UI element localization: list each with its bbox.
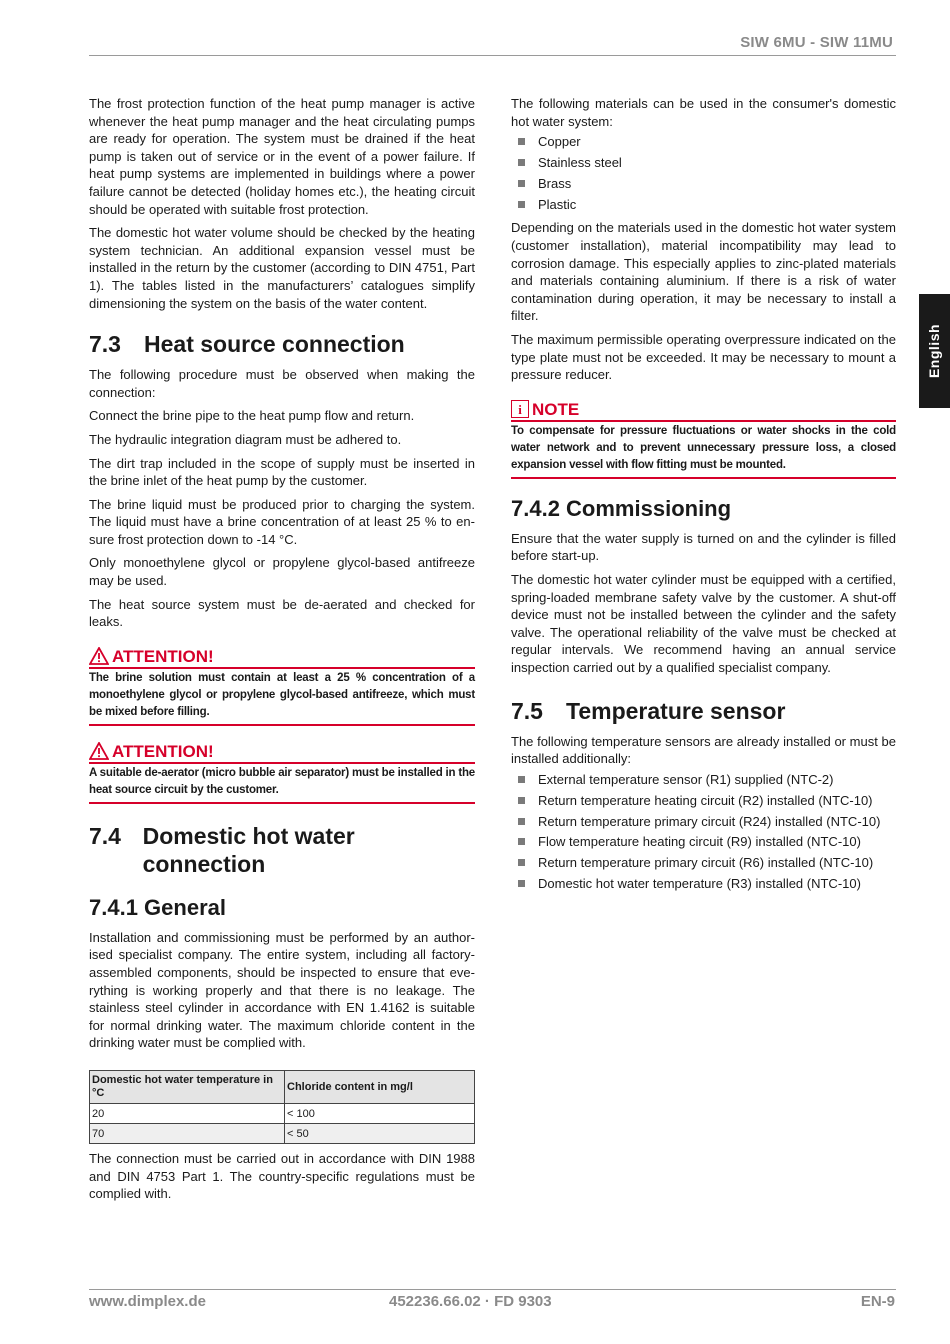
list-item-text: Copper bbox=[538, 134, 581, 150]
bullet-icon bbox=[518, 138, 525, 145]
list-item-text: External temperature sensor (R1) supplied (NTC-2) bbox=[538, 771, 834, 787]
list-item bbox=[511, 875, 896, 893]
note-header bbox=[511, 400, 896, 422]
section-heading-7-4-2: 7.4.2 Commissioning bbox=[511, 495, 732, 521]
section-heading-7-3 bbox=[89, 330, 475, 358]
paragraph: The brine liquid must be produced prior to charging the system. The liquid must have a brine concentration of at least 25 % to ensure frost protection down to -14 °C. bbox=[89, 496, 475, 547]
bullet-icon bbox=[518, 797, 525, 804]
paragraph: The hydraulic integration diagram must be adhered to. bbox=[89, 431, 402, 447]
section-heading-7-5 bbox=[511, 697, 896, 725]
paragraph-din: The connection must be carried out in accordance with DIN 1988 and DIN 4753 Part 1. The country-specific regulations must be complied with. bbox=[89, 1151, 475, 1202]
list-item bbox=[511, 813, 896, 831]
table-cell: < 50 bbox=[285, 1124, 475, 1144]
table-header-cell: Chloride content in mg/l bbox=[285, 1071, 475, 1104]
section-title: Heat source connection bbox=[144, 331, 405, 358]
attention-text: A suitable de-aerator (micro bubble air separator) must be installed in the heat source circuit by the customer. bbox=[89, 764, 475, 804]
list-item bbox=[511, 175, 896, 193]
chloride-table bbox=[89, 1070, 475, 1144]
bullet-icon bbox=[518, 180, 525, 187]
warning-icon bbox=[89, 647, 109, 665]
paragraph-corrosion: Depending on the materials used in the domestic hot water system (customer installation), material incompatibility may lead to corrosion damage. This especially applies to zinc-plated materials and materials containing aluminium. If there is a risk of water contamination during operation, it may be necessary to install a filter. bbox=[511, 220, 896, 324]
header-title: SIW 6MU - SIW 11MU bbox=[740, 34, 893, 51]
bullet-icon bbox=[518, 201, 525, 208]
footer-doc-number: 452236.66.02 · FD 9303 bbox=[389, 1293, 552, 1310]
note-title: NOTE bbox=[532, 399, 580, 419]
table-header-cell: Domestic hot water temperature in °C bbox=[90, 1071, 285, 1104]
section-number: 7.5 bbox=[511, 697, 543, 724]
table-cell: 20 bbox=[90, 1104, 285, 1124]
table-header-row bbox=[90, 1071, 475, 1104]
section-number: 7.3 bbox=[89, 331, 121, 358]
section-title: Temperature sensor bbox=[566, 697, 786, 724]
right-column bbox=[511, 95, 896, 899]
bullet-icon bbox=[518, 776, 525, 783]
paragraph: Ensure that the water supply is turned on and the cylinder is filled before start-up. bbox=[511, 530, 896, 564]
paragraph: The following procedure must be observed when making the connection: bbox=[89, 367, 475, 400]
list-item bbox=[511, 133, 896, 151]
attention-title: ATTENTION! bbox=[112, 741, 214, 761]
note-notice bbox=[511, 400, 896, 479]
bullet-icon bbox=[518, 838, 525, 845]
attention-header bbox=[89, 647, 475, 669]
list-item-text: Return temperature heating circuit (R2) installed (NTC-10) bbox=[538, 792, 873, 808]
left-column bbox=[89, 95, 475, 1209]
list-item-text: Domestic hot water temperature (R3) installed (NTC-10) bbox=[538, 876, 861, 892]
section-heading-7-4 bbox=[89, 822, 475, 878]
section-heading-7-4-1: 7.4.1 General bbox=[89, 894, 226, 920]
footer-page-number: EN-9 bbox=[860, 1293, 895, 1310]
list-item-text: Plastic bbox=[538, 196, 577, 212]
table-cell: 70 bbox=[90, 1124, 285, 1144]
bullet-icon bbox=[518, 818, 525, 825]
attention-notice bbox=[89, 647, 475, 726]
paragraph: Only monoethylene glycol or propylene glycol-based antifreeze may be used. bbox=[89, 555, 475, 589]
bullet-icon bbox=[518, 159, 525, 166]
footer-website: www.dimplex.de bbox=[89, 1293, 206, 1310]
note-text: To compensate for pressure fluctuations or water shocks in the cold water network and to prevent unnecessary pressure loss, a closed expansion vessel with flow fitting must be mounted. bbox=[511, 422, 896, 479]
paragraph-materials: The following materials can be used in the consumer's domestic hot water system: bbox=[511, 96, 896, 129]
table-row bbox=[90, 1124, 475, 1144]
bullet-icon bbox=[518, 859, 525, 866]
list-item bbox=[511, 154, 896, 172]
paragraph-general: Installation and commissioning must be performed by an authorised specialist company. The entire system, including all factory-assembled components, should be inspected to ensure that everything is working properly and that there is no leakage. The stainless steel cylinder in accordance with EN 1.4162 is suitable for normal drinking water. The maximum chloride content in the drinking water must be complied with. bbox=[89, 929, 475, 1051]
list-item-text: Stainless steel bbox=[538, 155, 622, 171]
language-tab-label: English bbox=[926, 323, 943, 379]
paragraph: The domestic hot water cylinder must be equipped with a certified, spring-loaded membrane safety valve by the customer. A shut-off device must not be installed between the cylinder and the safety valve. The operational reliability of the valve must be checked at regular intervals. We recommend having an annual service inspection carried out by a qualified specialist company. bbox=[511, 571, 896, 675]
list-item bbox=[511, 854, 896, 872]
attention-header bbox=[89, 742, 475, 764]
paragraph-frost-protection: The frost protection function of the heat pump manager is active whenever the heat pump manager and the heat circulating pumps are ready for operation. The system must be drained if the heat pump is taken out of service or in the event of a power failure. If heat pump systems are implemented in buildings where a power failure cannot be detected (holiday homes etc.), the heating circuit should be operated with suitable frost protection. bbox=[89, 96, 475, 217]
list-item-text: Return temperature primary circuit (R6) installed (NTC-10) bbox=[538, 855, 874, 871]
list-item bbox=[511, 833, 896, 851]
attention-text: The brine solution must contain at least a 25 % concentration of a monoethylene glycol or propylene glycol-based antifreeze, which must be mixed before filling. bbox=[89, 669, 475, 726]
paragraph: Connect the brine pipe to the heat pump flow and return. bbox=[89, 408, 415, 424]
section-title: Domestic hot water connection bbox=[142, 822, 355, 877]
list-item-text: Return temperature primary circuit (R24) installed (NTC-10) bbox=[538, 813, 881, 829]
bullet-icon bbox=[518, 880, 525, 887]
sensors-list bbox=[511, 771, 896, 893]
header-divider bbox=[89, 55, 896, 56]
attention-title: ATTENTION! bbox=[112, 646, 214, 666]
list-item bbox=[511, 196, 896, 214]
table-row bbox=[90, 1104, 475, 1124]
section-number: 7.4 bbox=[89, 822, 121, 849]
list-item bbox=[511, 771, 896, 789]
footer-divider bbox=[89, 1289, 896, 1290]
materials-list bbox=[511, 133, 896, 213]
paragraph-sensors: The following temperature sensors are already installed or must be installed additionally: bbox=[511, 733, 896, 767]
info-icon: i bbox=[511, 400, 529, 418]
table-cell: < 100 bbox=[285, 1104, 475, 1124]
paragraph: The dirt trap included in the scope of supply must be inserted in the brine inlet of the heat pump by the customer. bbox=[89, 455, 475, 489]
paragraph: The heat source system must be de-aerated and checked for leaks. bbox=[89, 596, 475, 630]
list-item bbox=[511, 792, 896, 810]
language-tab bbox=[919, 294, 950, 408]
attention-notice bbox=[89, 742, 475, 804]
list-item-text: Flow temperature heating circuit (R9) installed (NTC-10) bbox=[538, 834, 861, 850]
warning-icon bbox=[89, 742, 109, 760]
list-item-text: Brass bbox=[538, 175, 572, 191]
paragraph-pressure: The maximum permissible operating overpressure indicated on the type plate must not be exceeded. It may be necessary to mount a pressure reducer. bbox=[511, 332, 896, 383]
paragraph-hot-water-volume: The domestic hot water volume should be checked by the heating system technician. An additional expansion vessel must be installed in the return by the customer (according to DIN 4751, Part 1). The tables listed in the manufacturers’ catalogues simplify dimensioning the system on the basis of the water content. bbox=[89, 225, 475, 311]
